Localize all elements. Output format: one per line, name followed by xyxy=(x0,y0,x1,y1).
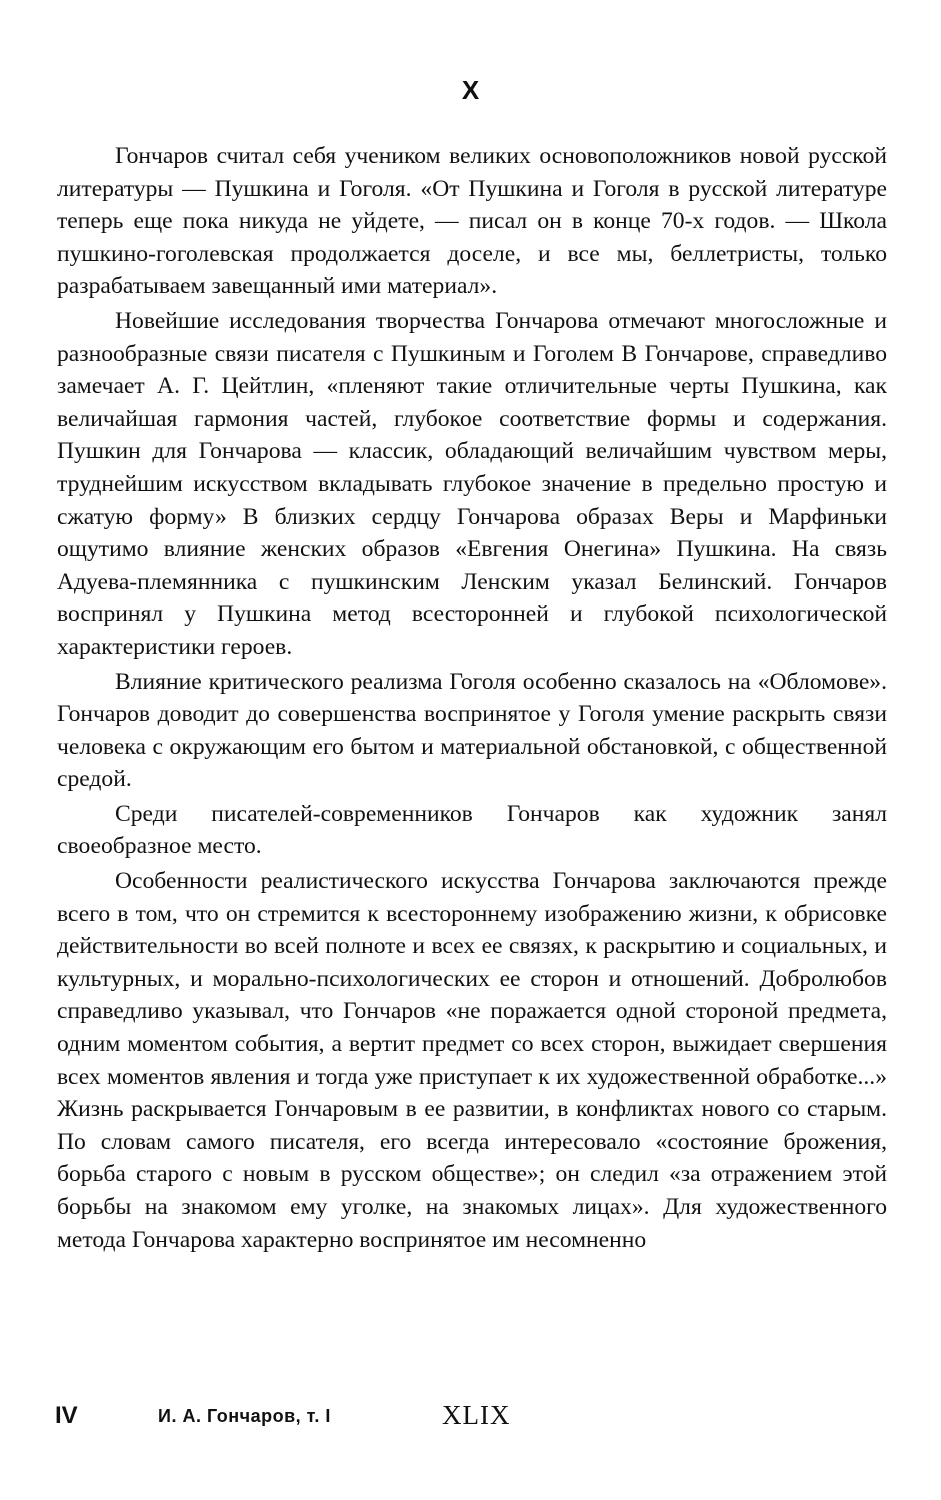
paragraph-5: Особенности реалистического искусства Гончарова заключаются прежде всего в том, что он стремится к всестороннему изображению жизни, к обрисовке действительности во всей полноте и всех ее связях, к раскрытию и социальных, и культурных, и морально-психологических ее сторон и отношений. Добролюбов справедливо указывал, что Гончаров «не поражается одной стороной предмета, одним моментом события, а вертит предмет со всех сторон, выжидает свершения всех моментов явления и тогда уже приступает к их художественной обработке...» Жизнь раскрывается Гончаровым в ее развитии, в конфликтах нового со старым. По словам самого писателя, его всегда интересовало «состояние брожения, борьба старого с новым в русском обществе»; он следил «за отражением этой борьбы на знакомом ему уголке, на знакомых лицах». Для художественного метода Гончарова характерно воспринятое им несомненно xyxy=(57,868,887,1253)
signature-mark: IV xyxy=(55,1402,78,1429)
chapter-heading: X xyxy=(461,75,480,105)
page-footer xyxy=(0,1396,941,1436)
paragraph-2: Новейшие исследования творчества Гончарова отмечают многосложные и разнообразные связи писателя с Пушкиным и Гоголем В Гончарове, справедливо замечает А. Г. Цейтлин, «пленяют такие отличительные черты Пушкина, как величайшая гармония частей, глубокое соответствие формы и содержания. Пушкин для Гончарова — классик, обладающий величайшим чувством меры, труднейшим искусством вкладывать глубокое значение в предельно простую и сжатую форму» В близких сердцу Гончарова образах Веры и Марфиньки ощутимо влияние женских образов «Евгения Онегина» Пушкина. На связь Адуева-племянника с пушкинским Ленским указал Белинский. Гончаров воспринял у Пушкина метод всесторонней и глубокой психологической характеристики героев. xyxy=(57,307,887,660)
body-text xyxy=(57,140,887,1258)
paragraph-3: Влияние критического реализма Гоголя особенно сказалось на «Обломове». Гончаров доводит до совершенства воспринятое у Гоголя умение раскрыть связи человека с окружающим его бытом и материальной обстановкой, с общественной средой. xyxy=(57,668,887,793)
paragraph-1: Гончаров считал себя учеником великих основоположников новой русской литературы — Пушкина и Гоголя. «От Пушкина и Гоголя в русской литературе теперь еще пока никуда не уйдете, — писал он в конце 70-х годов. — Школа пушкино-гоголевская продолжается доселе, и все мы, беллетристы, только разрабатываем завещанный ими материал». xyxy=(57,143,887,300)
paragraph-4: Среди писателей-современников Гончаров как художник занял своеобразное место. xyxy=(57,800,887,860)
footer-author: И. А. Гончаров, т. I xyxy=(158,1406,331,1426)
page-number: XLIX xyxy=(442,1400,511,1430)
